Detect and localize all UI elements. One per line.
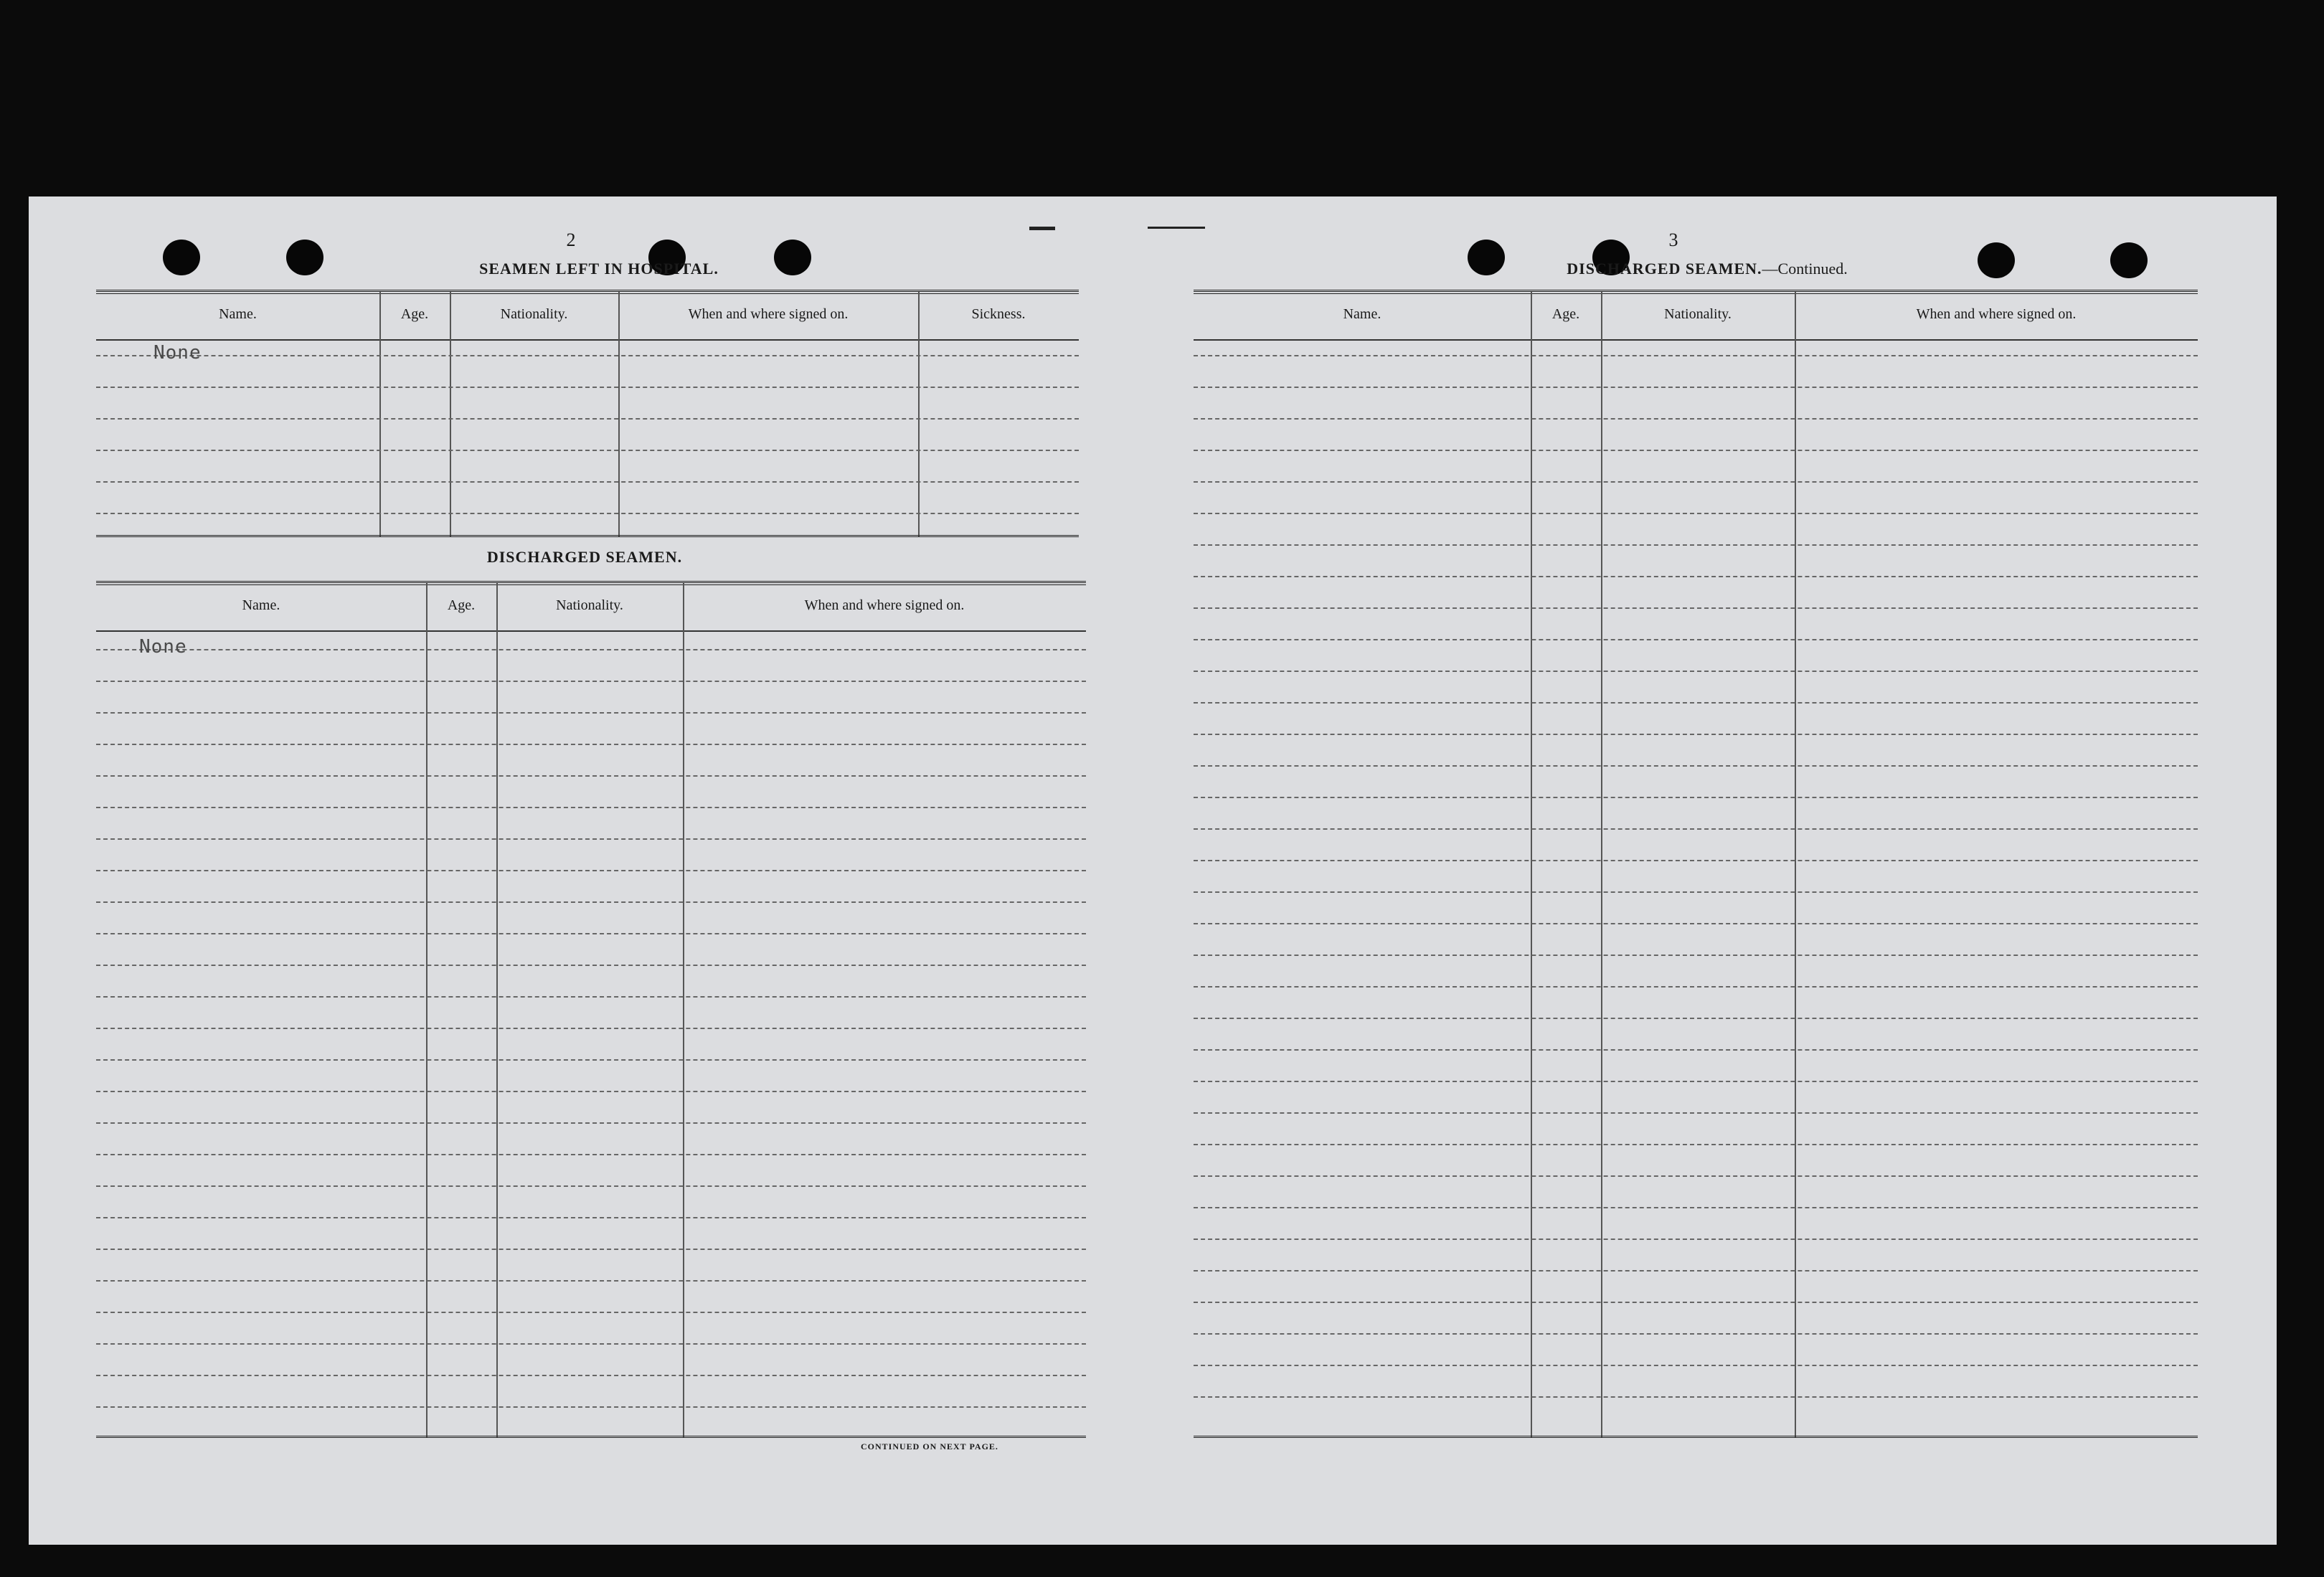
col-header-age: Age. [400,306,429,322]
table-row [1194,639,2198,640]
page-number-right: 3 [1668,229,1678,250]
col-header-nationality: Nationality. [556,597,623,613]
col-header-age: Age. [447,597,476,613]
column-divider [618,292,620,537]
table-row [1194,797,2198,798]
discharged-entry-name: None [139,636,187,658]
column-divider [1795,292,1796,1438]
table-row [1194,544,2198,546]
table-row [1194,576,2198,577]
table-row [1194,450,2198,451]
table-row [96,1249,1086,1250]
table-row [1194,986,2198,988]
table-row [1194,734,2198,735]
table-row [96,1028,1086,1029]
discharged-table [96,581,1086,1438]
gutter-mark [1029,227,1055,230]
table-row [1194,1239,2198,1240]
table-row [1194,1112,2198,1114]
table-row [96,744,1086,745]
table-row [96,775,1086,777]
col-header-signed-on: When and where signed on. [804,597,965,613]
table-header [1194,292,2198,341]
col-header-signed-on: When and where signed on. [688,306,849,322]
hospital-table [96,290,1079,537]
table-row [96,901,1086,903]
table-row [1194,1270,2198,1271]
table-row [1194,765,2198,767]
discharged-section-title: DISCHARGED SEAMEN. [486,548,683,566]
table-header [96,292,1079,341]
table-row [96,870,1086,871]
table-row [96,1312,1086,1313]
table-row [1194,1333,2198,1335]
table-row [96,387,1079,388]
table-bottom-rule [96,1436,1086,1438]
column-divider [496,583,498,1438]
table-row [1194,1302,2198,1303]
table-row [1194,418,2198,420]
table-row [96,649,1086,650]
table-row [1194,607,2198,609]
table-row [1194,702,2198,704]
page-number-left: 2 [566,229,576,250]
table-row [96,1406,1086,1408]
gutter-mark [1148,227,1205,229]
table-row [96,1185,1086,1187]
table-row [96,838,1086,840]
column-divider [379,292,381,537]
table-row [96,1059,1086,1061]
table-row [1194,828,2198,830]
table-header [96,583,1086,632]
manifest-sheet [29,196,2277,1545]
table-bottom-rule [1194,1436,2198,1438]
hospital-entry-name: None [153,342,202,364]
col-header-nationality: Nationality. [500,306,568,322]
discharged-continued-title [1492,260,1922,278]
table-row [1194,923,2198,924]
table-row [96,712,1086,714]
table-row [1194,1144,2198,1145]
col-header-name: Name. [1343,306,1381,322]
column-divider [1601,292,1602,1438]
column-divider [683,583,684,1438]
table-row [1194,1081,2198,1082]
table-row [96,1217,1086,1218]
table-row [1194,387,2198,388]
table-row [96,681,1086,682]
table-bottom-rule [96,535,1079,537]
discharged-continued-table [1194,290,2198,1438]
col-header-nationality: Nationality. [1664,306,1732,322]
table-row [1194,513,2198,514]
punch-hole [774,240,811,275]
column-divider [1531,292,1532,1438]
table-row [1194,891,2198,893]
table-row [1194,1049,2198,1051]
column-divider [450,292,451,537]
table-row [96,1343,1086,1345]
table-row [96,996,1086,998]
table-row [1194,1207,2198,1208]
continued-note: CONTINUED ON NEXT PAGE. [861,1441,998,1451]
table-row [96,933,1086,934]
table-row [96,450,1079,451]
table-row [96,1122,1086,1124]
table-row [96,1375,1086,1376]
table-row [1194,481,2198,483]
column-divider [426,583,428,1438]
table-row [1194,1175,2198,1177]
table-row [96,418,1079,420]
punch-hole [163,240,200,275]
table-row [96,1280,1086,1282]
table-row [1194,1365,2198,1366]
table-row [96,355,1079,356]
table-row [1194,671,2198,672]
col-header-sickness: Sickness. [971,306,1026,322]
section-title-suffix: —Continued. [1762,260,1848,278]
section-title-text: DISCHARGED SEAMEN. [1567,260,1762,278]
punch-hole [2110,242,2148,278]
table-row [96,513,1079,514]
hospital-section-title: SEAMEN LEFT IN HOSPITAL. [479,260,719,278]
column-divider [918,292,920,537]
table-row [96,1091,1086,1092]
table-row [1194,860,2198,861]
col-header-age: Age. [1551,306,1580,322]
table-row [1194,355,2198,356]
table-row [96,1154,1086,1155]
table-row [96,481,1079,483]
col-header-signed-on: When and where signed on. [1916,306,2077,322]
table-row [1194,955,2198,956]
table-row [1194,1018,2198,1019]
table-row [96,807,1086,808]
punch-hole [286,240,323,275]
table-row [1194,1396,2198,1398]
col-header-name: Name. [242,597,280,613]
table-row [96,965,1086,966]
punch-hole [1978,242,2015,278]
col-header-name: Name. [219,306,257,322]
